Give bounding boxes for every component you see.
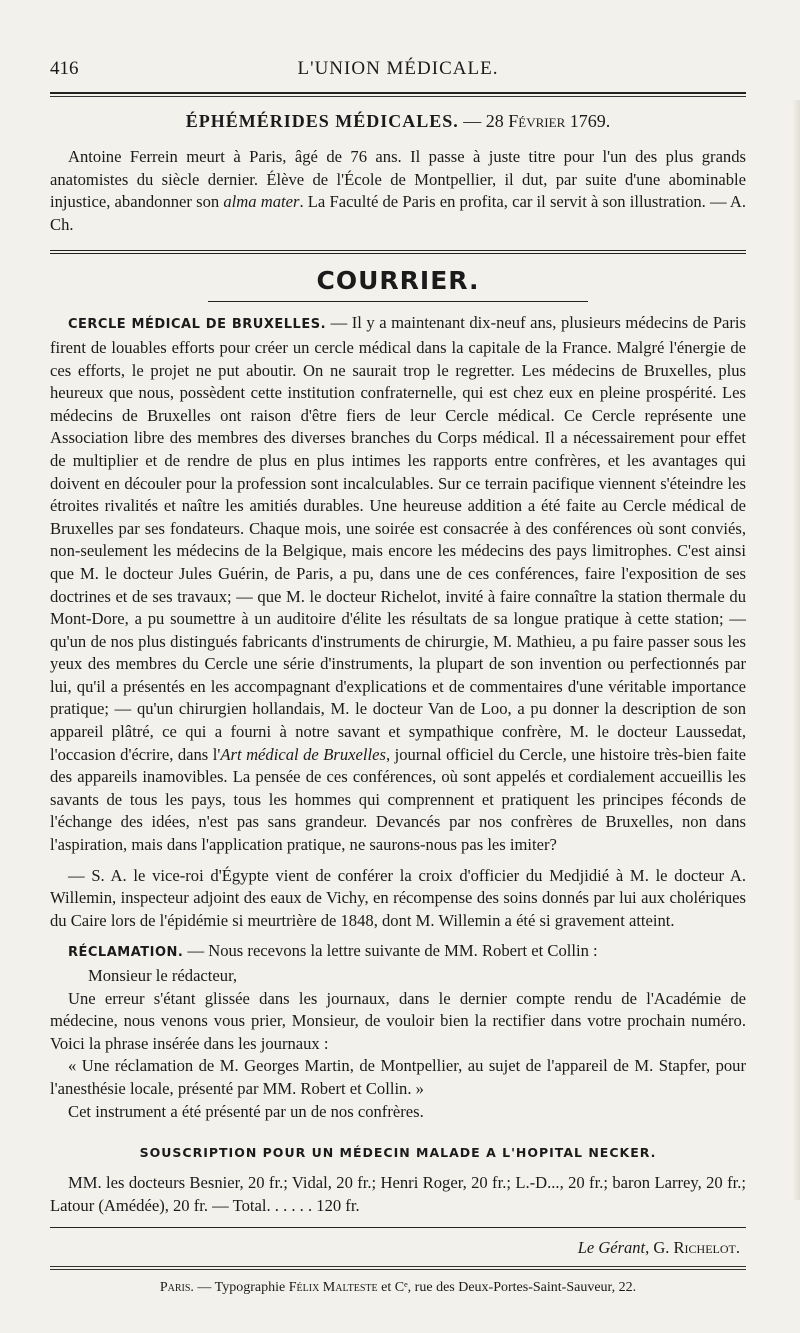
footer-text-2: et Cᵉ, rue des Deux-Portes-Saint-Sauveur, 22. [377, 1280, 637, 1296]
page-header [50, 58, 746, 88]
footer-printer: Félix Malteste [288, 1280, 378, 1296]
ephemerides-date-sep: — 28 [458, 111, 509, 131]
ephemerides-date-year: 1769. [565, 111, 611, 131]
ephemerides-title: ÉPHÉMÉRIDES MÉDICALES. [185, 111, 459, 131]
reclamation-text: — Nous recevons la lettre suivante de MM. Robert et Collin : [183, 941, 598, 961]
cercle-text-2: , journal officiel du Cercle, une histoire très-bien faite des appareils inamovibles. La pensée de ces conférences, où sont appelés et cordialement accueillis les savants de tous les pays, tous les hommes qui comprennent et pratiquent les principes féconds de l'échange des idées, n'est pas sans grandeur. Devancés par nos confrères de Bruxelles, non dans l'aspiration, mais dans l'application pratique, ne saurons-nous pas les imiter? [50, 744, 746, 855]
letter-paragraph: Une erreur s'étant glissée dans les journaux, dans le dernier compte rendu de l'Académie de médecine, nous venons vous prier, Monsieur, de vouloir bien la rectifier dans votre prochain numéro. Voici la phrase insérée dans les journaux : [50, 988, 746, 1053]
reclamation-label: RÉCLAMATION. [68, 945, 184, 961]
page-number: 416 [50, 58, 79, 79]
printer-footer [50, 1280, 746, 1296]
ephemerides-heading [50, 111, 746, 132]
egypte-paragraph: — S. A. le vice-roi d'Égypte vient de conférer la croix d'officier du Medjidié à M. le docteur A. Willemin, inspecteur adjoint des eaux de Vichy, en récompense des soins donnés par lui aux cholériques du Caire lors de l'épidémie si meurtrière de 1848, dont M. Willemin a été si gravement atteint. [50, 865, 746, 930]
reclamation-paragraph [50, 940, 746, 965]
letter-salutation: Monsieur le rédacteur, [88, 966, 238, 985]
souscription-title: SOUSCRIPTION POUR UN MÉDECIN MALADE A L'HOPITAL NECKER. [139, 1145, 657, 1161]
signature-rule [50, 1227, 746, 1228]
cercle-text-1: — Il y a maintenant dix-neuf ans, plusieurs médecins de Paris firent de louables efforts pour créer un cercle médical dans la capitale de la France. Malgré l'énergie de ces efforts, le projet ne put aboutir. On ne saurait trop le regretter. Les médecins de Bruxelles, plus heureux que nous, possèdent cette institution confraternelle, qui est chez eux en pleine prospérité. Les médecins de Bruxelles ont raison d'être fiers de leur Cercle médical. Ce Cercle représente une Association libre des membres des diverses branches du Corps médical. Il a nécessairement pour effet de multiplier et de rendre de plus en plus intimes les rapports entre confrères, et les avantages qui doivent en découler pour la profession sont incalculables. Sur ce terrain pacifique viennent s'éteindre les étroites rivalités et naître les amitiés durables. Une heureuse addition a été faite au Cercle médical de Bruxelles par ses fondateurs. Chaque mois, une soirée est consacrée à des conférences où sont conviés, non-seulement les médecins de la Belgique, mais encore les médecins des pays limitrophes. C'est ainsi que M. le docteur Jules Guérin, de Paris, a pu, dans une de ces conférences, faire l'exposition de ses doctrines et de ses travaux; — que M. le docteur Richelot, invité à faire connaître la station thermale du Mont-Dore, a pu soumettre à un auditoire d'élite les résultats de sa longue pratique à cette station; — qu'un de nos plus distingués fabricants d'instruments de chirurgie, M. Mathieu, a pu faire passer sous les yeux des membres du Cercle une série d'instruments, la plupart de son invention ou perfectionnés par lui, qu'il a présentés en les accompagnant d'explications et de commentaires d'une véritable importance pratique; — qu'un chirurgien hollandais, M. le docteur Van de Loo, a pu donner la description de son appareil plâtré, ce qui a fourni à notre savant et sympathique confrère, M. le docteur Laussedat, l'occasion d'écrire, dans l' [50, 313, 747, 764]
footer-rule-1 [50, 1266, 746, 1267]
section-rule-top [50, 250, 746, 251]
signature-role: Le Gérant [577, 1238, 646, 1258]
souscription-text: MM. les docteurs Besnier, 20 fr.; Vidal, 20 fr.; Henri Roger, 20 fr.; L.-D..., 20 fr.; baron Larrey, 20 fr.; Latour (Amédée), 20 fr. — Total. . . . . . 120 fr. [50, 1173, 746, 1215]
footer-rule-2 [50, 1269, 746, 1270]
cercle-label: CERCLE MÉDICAL DE BRUXELLES. [68, 317, 327, 333]
ephemerides-date-month: Février [508, 111, 566, 131]
header-rule [50, 92, 746, 94]
header-rule-thin [50, 96, 746, 97]
ephemerides-text-2: . La Faculté de Paris en profita, car il servit à son illustration. — A. Ch. [50, 192, 746, 234]
page-edge-shadow [792, 100, 800, 1200]
footer-text-1: — Typographie [193, 1280, 289, 1296]
signature: Le Gérant, G. Richelot. [577, 1238, 740, 1258]
letter-quote: « Une réclamation de M. Georges Martin, de Montpellier, au sujet de l'appareil de M. Stapfer, pour l'anesthésie locale, présenté par MM. Robert et Collin. » [50, 1056, 746, 1098]
cercle-paragraph [50, 312, 746, 856]
letter-end: Cet instrument a été présenté par un de nos confrères. [68, 1101, 424, 1121]
section-rule-bottom [50, 253, 746, 254]
ephemerides-paragraph [50, 146, 746, 236]
footer-city: Paris. [159, 1280, 194, 1296]
cercle-italic: Art médical de Bruxelles [220, 744, 386, 764]
ephemerides-text-1: Antoine Ferrein meurt à Paris, âgé de 76 ans. Il passe à juste titre pour l'un des plus grands anatomistes du siècle dernier. Élève de l'École de Montpellier, il dut, par suite d'une abominable injustice, abandonner son [50, 147, 746, 212]
signature-name: G. Richelot. [653, 1238, 740, 1258]
courrier-rule [208, 301, 588, 302]
ephemerides-italic: alma mater [223, 192, 300, 212]
journal-title: L'UNION MÉDICALE. [297, 58, 499, 79]
courrier-title: COURRIER. [316, 266, 480, 296]
